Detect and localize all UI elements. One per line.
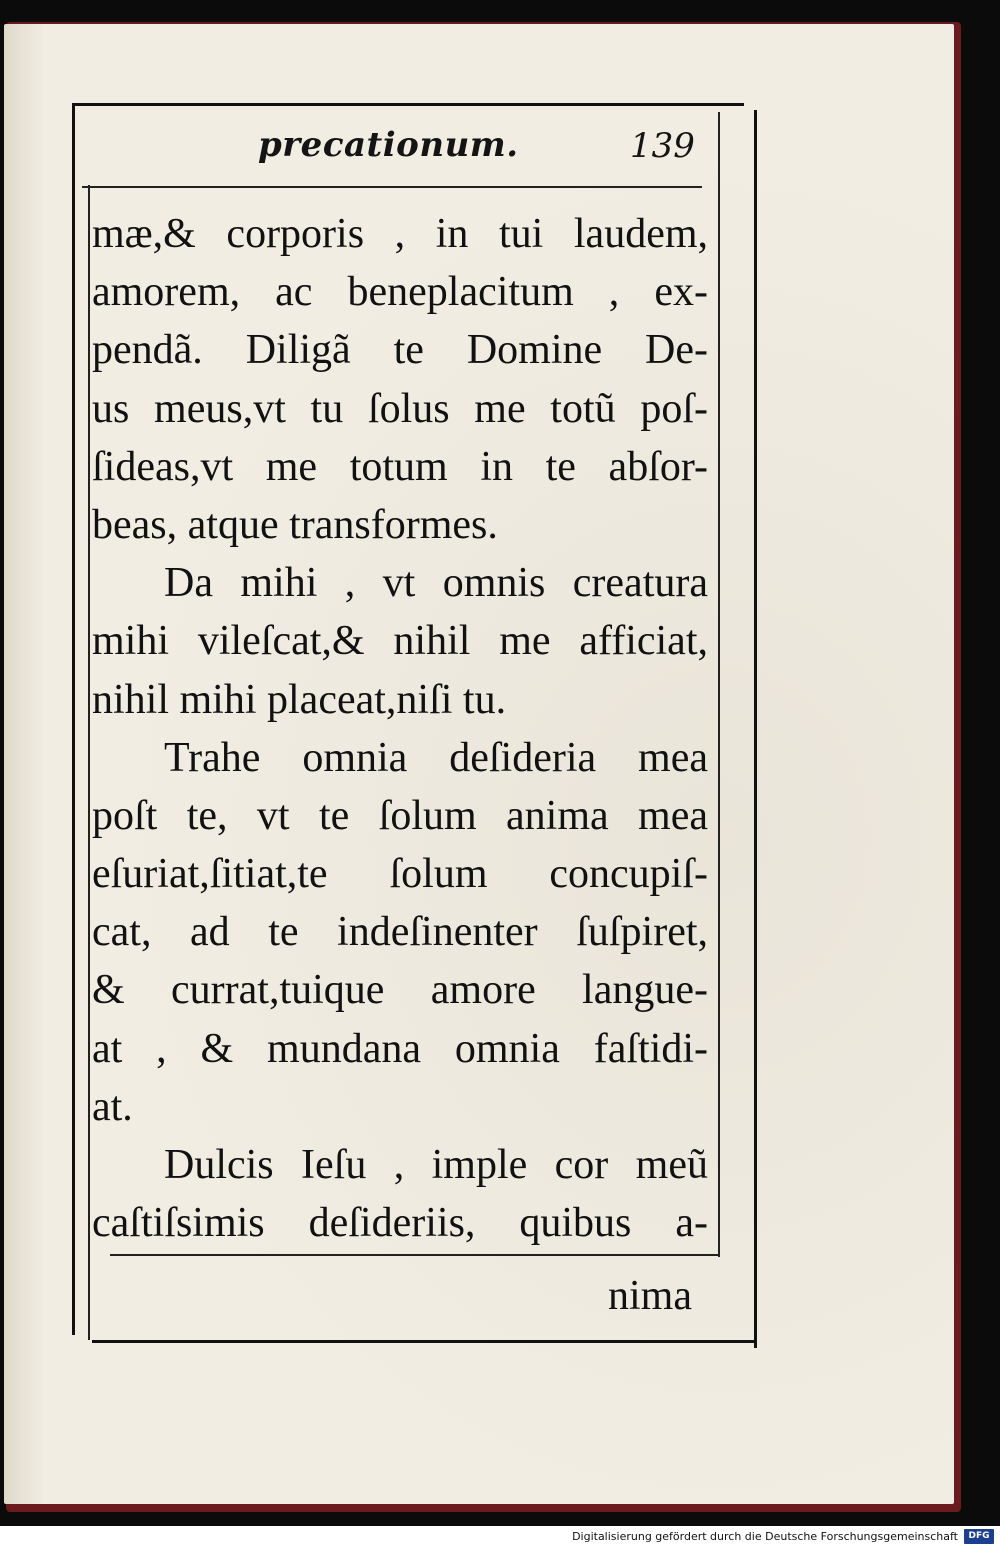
text-line: Da mihi , vt omnis creatura <box>164 560 708 607</box>
dfg-logo: DFG <box>964 1529 994 1544</box>
text-line: Dulcis Ieſu , imple cor meũ <box>164 1142 708 1188</box>
page-number: 139 <box>630 126 695 166</box>
text-line: ſideas,vt me totum in te abſor- <box>92 443 708 490</box>
text-line: at , & mundana omnia faſtidi- <box>92 1025 708 1072</box>
text-line: mæ,& corporis , in tui laudem, <box>92 211 708 257</box>
frame-top-rule <box>72 103 744 106</box>
footer-rule <box>110 1254 720 1256</box>
frame-inner-right-rule <box>718 112 720 1257</box>
text-line: nihil mihi placeat,niſi tu. <box>92 676 507 723</box>
catchword: nima <box>608 1273 692 1319</box>
frame-inner-left-rule <box>88 185 90 1340</box>
frame-left-rule <box>72 103 75 1335</box>
frame-bottom-rule <box>92 1340 757 1343</box>
digitization-credit: Digitalisierung gefördert durch die Deutsche Forschungsgemeinschaft <box>572 1530 958 1543</box>
text-line: & currat,tuique amore langue- <box>92 967 708 1014</box>
text-line: eſuriat,ſitiat,te ſolum concupiſ- <box>92 851 708 898</box>
text-line: at. <box>92 1083 133 1130</box>
text-line: Trahe omnia deſideria mea <box>164 734 708 781</box>
text-line: pendã. Diligã te Domine De- <box>92 327 708 374</box>
text-line: caſtiſsimis deſideriis, quibus a- <box>92 1200 708 1247</box>
body-text <box>92 205 708 1252</box>
text-line: beas, atque transformes. <box>92 501 498 548</box>
frame-right-rule <box>754 110 757 1348</box>
running-head: precationum. <box>258 125 519 165</box>
text-line: mihi vileſcat,& nihil me afficiat, <box>92 618 708 665</box>
text-line: poſt te, vt te ſolum anima mea <box>92 792 708 839</box>
text-line: us meus,vt tu ſolus me totũ poſ- <box>92 385 708 432</box>
text-line: cat, ad te indeſinenter ſuſpiret, <box>92 909 708 956</box>
header-rule <box>82 186 702 188</box>
text-line: amorem, ac beneplacitum , ex- <box>92 269 708 316</box>
